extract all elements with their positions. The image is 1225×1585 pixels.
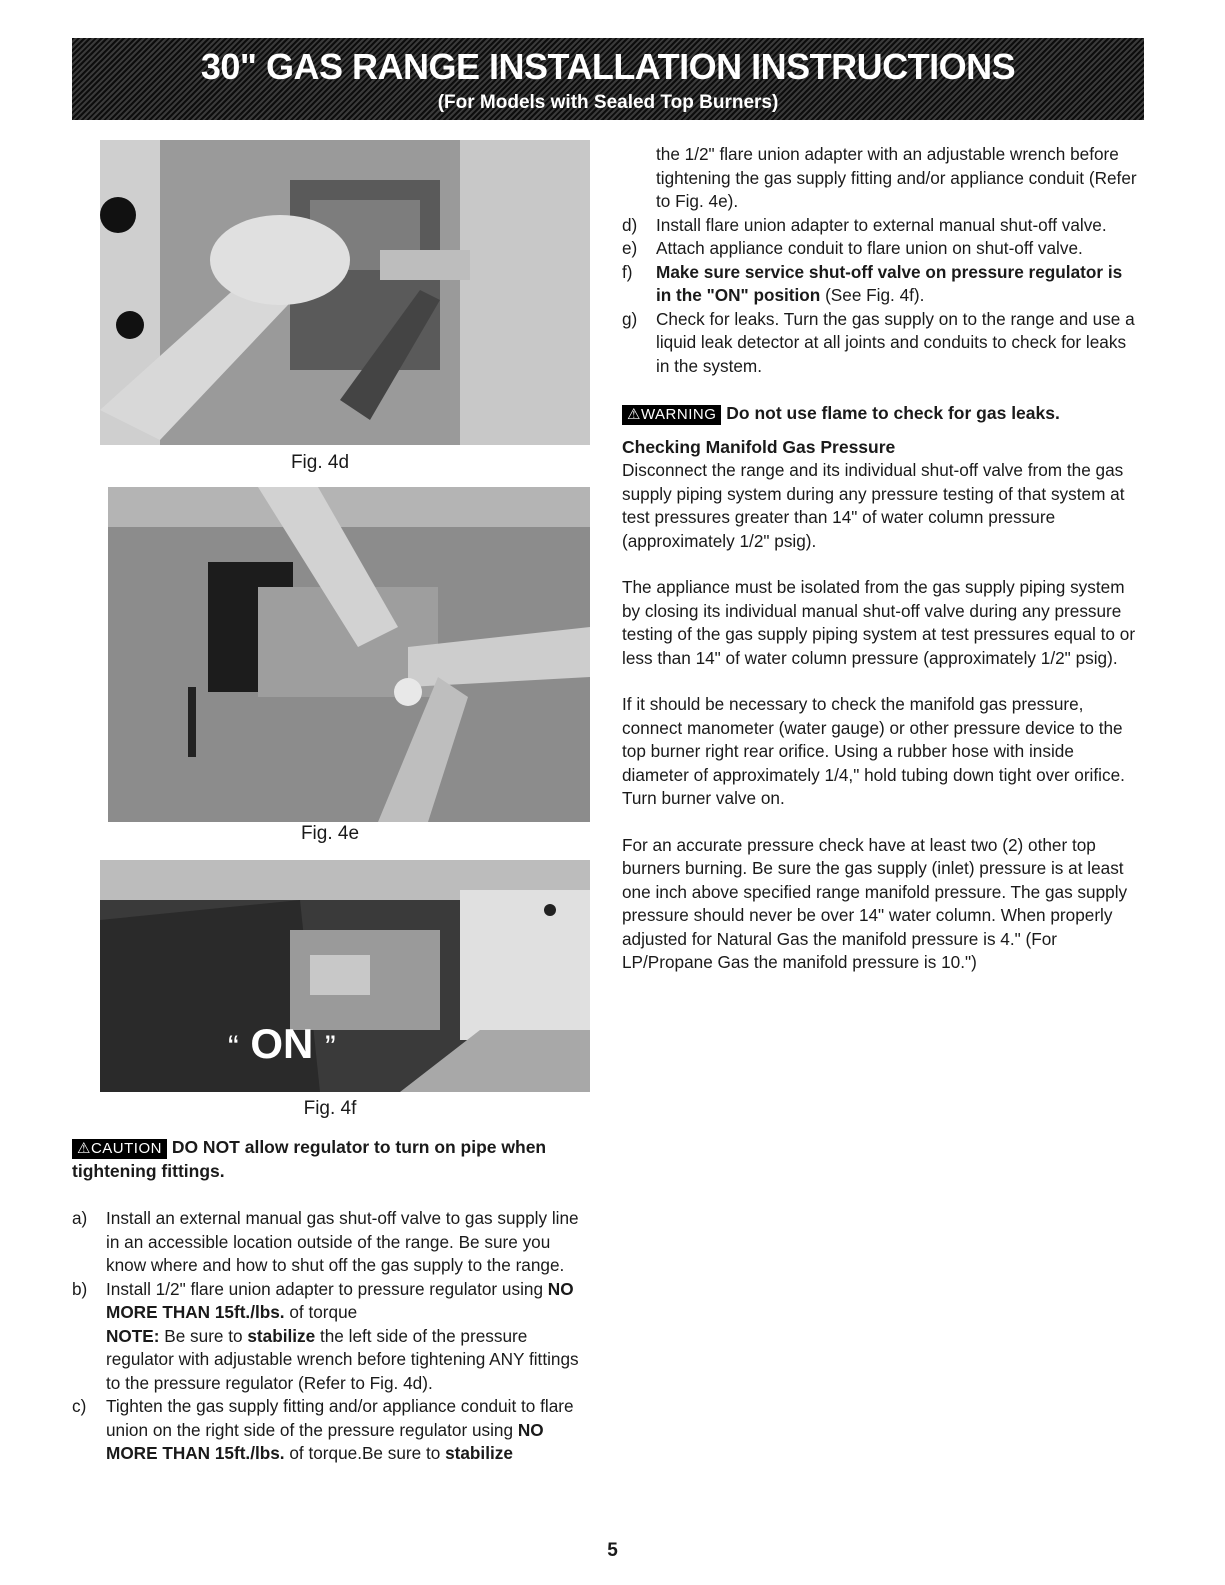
step-f: f) Make sure service shut-off valve on pressure regulator is in the "ON" position (See Fig. 4f). — [622, 261, 1123, 305]
step-c-continued: the 1/2" flare union adapter with an adjustable wrench before tightening the gas supply fitting and/or appliance conduit (Refer to Fig. 4e). — [656, 144, 1137, 211]
page-number: 5 — [607, 1540, 618, 1561]
photo-fig-4f — [100, 860, 590, 1092]
page-subtitle: (For Models with Sealed Top Burners) — [437, 92, 779, 113]
fig-4d-caption: Fig. 4d — [290, 452, 350, 473]
title-banner — [72, 38, 1144, 120]
warning-badge: ⚠WARNING — [622, 405, 721, 425]
step-d: d) Install flare union adapter to external manual shut-off valve. — [622, 214, 1107, 235]
step-g: g) Check for leaks. Turn the gas supply on to the range and use a liquid leak detector at all joints and conduits to check for leaks in the system. — [622, 308, 1135, 376]
right-column-text — [622, 143, 1142, 975]
on-position-label: “ ON ” — [228, 1020, 336, 1067]
fig-4e-caption: Fig. 4e — [300, 823, 360, 844]
warning-notice: ⚠WARNING Do not use flame to check for gas leaks. — [622, 402, 1142, 426]
manifold-paragraph-2: The appliance must be isolated from the gas supply piping system by closing its individual manual shut-off valve during any pressure testing of the gas supply piping system at test pressures equal to or less than 14" of water column pressure (approximately 1/2" psig). — [622, 577, 1136, 668]
note-label: NOTE: — [106, 1325, 160, 1346]
page-title: 30" GAS RANGE INSTALLATION INSTRUCTIONS — [200, 46, 1016, 87]
manifold-heading: Checking Manifold Gas Pressure — [622, 436, 896, 457]
fig-4f-caption: Fig. 4f — [303, 1098, 357, 1119]
step-a: a) Install an external manual gas shut-off valve to gas supply line in an accessible location outside of the range. Be sure you know where and how to shut off the gas supply to the range. — [72, 1208, 579, 1275]
manifold-paragraph-3: If it should be necessary to check the manifold gas pressure, connect manometer (water gauge) or other pressure device to the top burner right rear orifice. Using a rubber hose with inside diameter of approximately 1/4," hold tubing down tight over orifice. Turn burner valve on. — [622, 694, 1125, 808]
left-column-text — [72, 1136, 590, 1466]
caution-badge: ⚠CAUTION — [72, 1139, 167, 1159]
step-c: c) Tighten the gas supply fitting and/or appliance conduit to flare union on the right side of the pressure regulator using NO MORE THAN 15ft./lbs. of torque.Be sure to stabilize — [72, 1396, 574, 1463]
photo-fig-4d — [100, 140, 590, 445]
step-e: e) Attach appliance conduit to flare union on shut-off valve. — [622, 238, 1083, 258]
caution-notice: ⚠CAUTION DO NOT allow regulator to turn on pipe when tightening fittings. — [72, 1137, 547, 1181]
photo-fig-4e — [108, 487, 590, 822]
manifold-paragraph-1: Disconnect the range and its individual shut-off valve from the gas supply piping system during any pressure testing of that system at test pressures greater than 14" of water column pressure (approximately 1/2" psig). — [622, 460, 1125, 551]
step-b: b) Install 1/2" flare union adapter to pressure regulator using NO MORE THAN 15ft./lbs. of torque NOTE: Be sure to stabilize the left side of the pressure regulator with adjustable wrench before tightening ANY fittings to the pressure regulator (Refer to Fig. 4d). — [72, 1278, 579, 1393]
manifold-paragraph-4: For an accurate pressure check have at least two (2) other top burners burning. Be sure the gas supply (inlet) pressure is at least one inch above specified range manifold pressure. The gas supply pressure should never be over 14" water column. When properly adjusted for Natural Gas the manifold pressure is 4." (For LP/Propane Gas the manifold pressure is 10.") — [622, 834, 1128, 972]
